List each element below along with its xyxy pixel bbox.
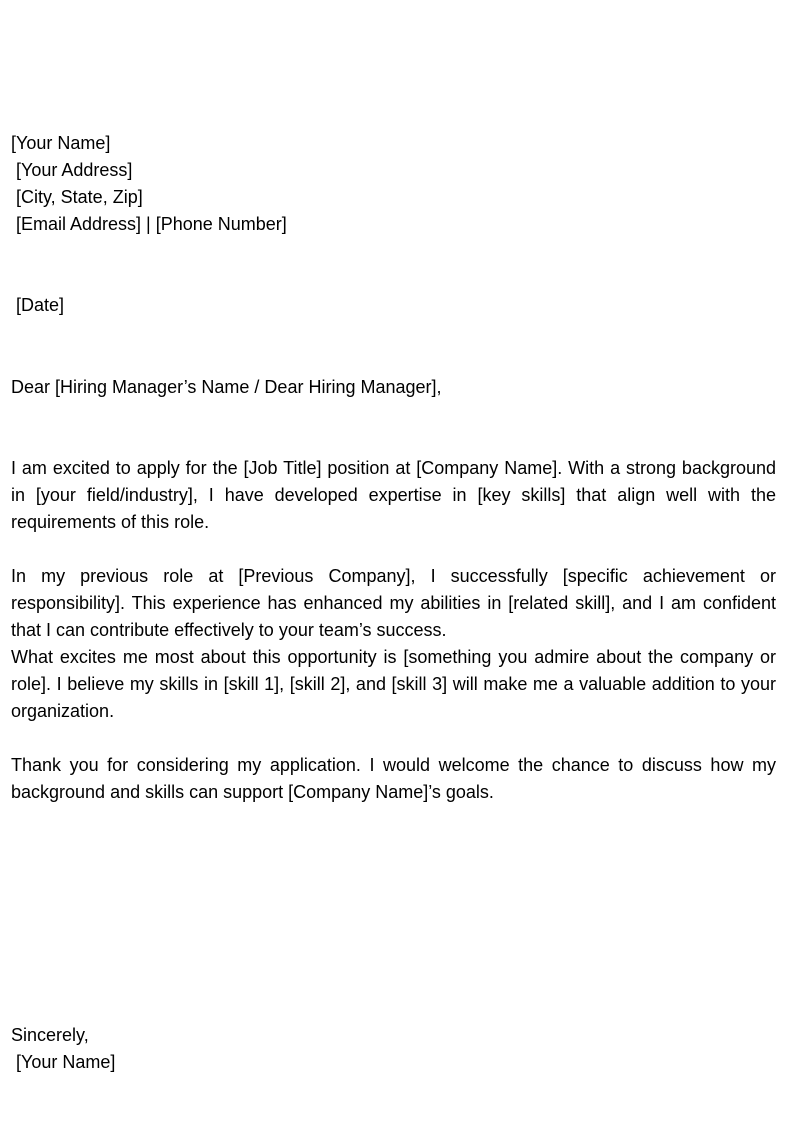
signature-name: [Your Name] xyxy=(16,1052,116,1072)
salutation: Dear [Hiring Manager’s Name / Dear Hiring Manager], xyxy=(11,377,442,397)
body-paragraph-4: Thank you for considering my application. I would welcome the chance to discuss how my background and skills can support [Company Name]’s goals. xyxy=(11,755,776,802)
sender-address: [Your Address] xyxy=(16,160,133,180)
body-paragraph-2: In my previous role at [Previous Company], I successfully [specific achievement or responsibility]. This experience has enhanced my abilities in [related skill], and I am confident that I can contribute effectively to your team’s success. xyxy=(11,566,776,640)
sender-name: [Your Name] xyxy=(11,133,111,153)
body-paragraph-3: What excites me most about this opportunity is [something you admire about the company or role]. I believe my skills in [skill 1], [skill 2], and [skill 3] will make me a valuable addition to your organization. xyxy=(11,647,776,721)
closing-valediction: Sincerely, xyxy=(11,1025,89,1045)
body-paragraph-1: I am excited to apply for the [Job Title] position at [Company Name]. With a strong background in [your field/industry], I have developed expertise in [key skills] that align well with the requirements of this role. xyxy=(11,458,776,532)
sender-city-state-zip: [City, State, Zip] xyxy=(16,187,143,207)
sender-contact: [Email Address] | [Phone Number] xyxy=(16,214,287,234)
letter-date: [Date] xyxy=(16,295,65,315)
